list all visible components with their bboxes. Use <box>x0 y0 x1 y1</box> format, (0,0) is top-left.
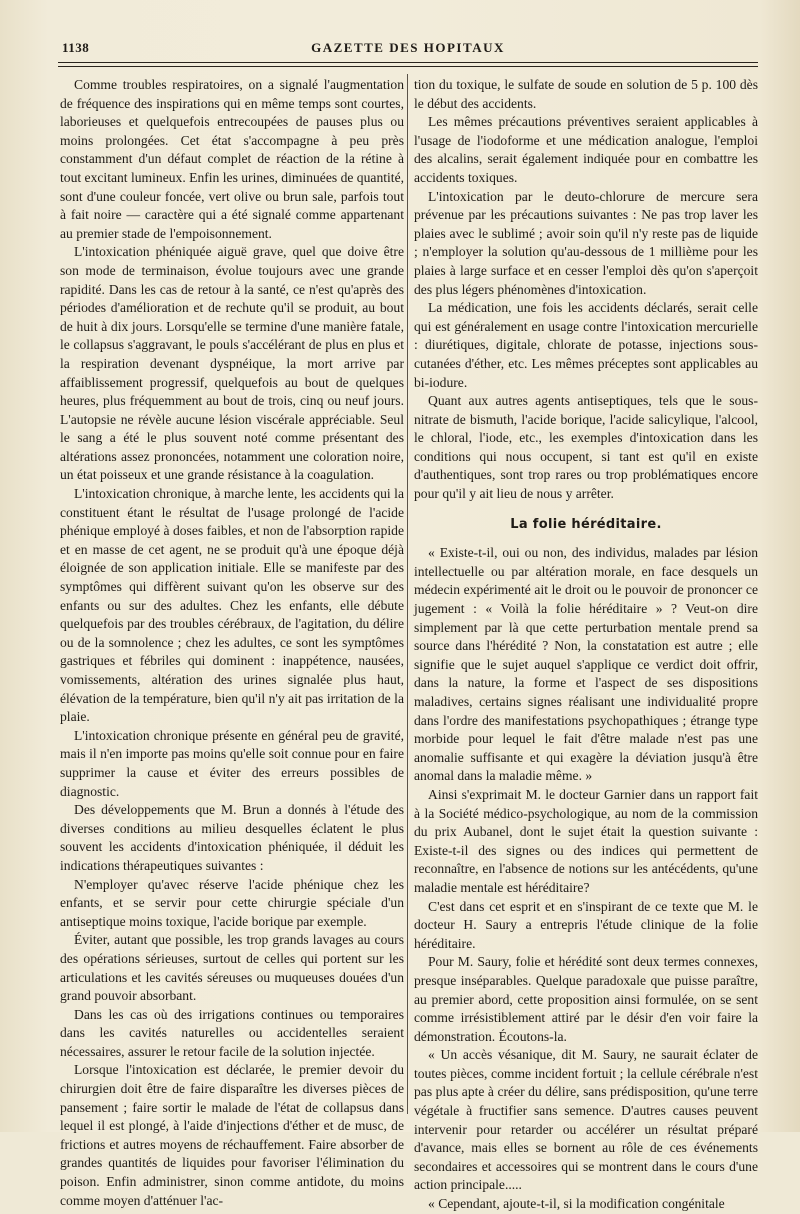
left-column <box>60 76 404 1210</box>
paragraph: Quant aux autres agents antiseptiques, tels que le sous-nitrate de bismuth, l'acide borique, l'acide salicylique, l'alcool, le chloral, l'iode, etc., les exemples d'intoxication dans les conditions qui nous occupent, si tant est qu'il en existe d'authentiques, sont trop rares ou trop problématiques encore pour qu'il y ait lieu de nous y arrêter. <box>414 393 758 502</box>
paragraph: Lorsque l'intoxication est déclarée, le premier devoir du chirurgien doit être de faire disparaître les diverses pièces de pansement ; faire sortir le malade de l'état de collapsus dans lequel il est plongé, à l'aide d'injections d'éther et de musc, de frictions et autres moyens de réchauffement. Faire absorber de grandes quantités de liquides pour favoriser l'élimination du poison. Enfin administrer, sinon comme antidote, du moins comme moyen d'atténuer l'ac- <box>60 1062 404 1208</box>
column-divider <box>407 74 408 1114</box>
paragraph: Comme troubles respiratoires, on a signalé l'augmentation de fréquence des inspirations qui en même temps sont courtes, laborieuses et quelquefois entrecoupées de pauses plus ou moins prolongées. Cet état s'accompagne à peu près constamment d'un défaut complet de réaction de la rétine à tout excitant lumineux. Enfin les urines, diminuées de quantité, sont d'une couleur foncée, vert olive ou brun sale, parfois tout à fait noire — caractère qui a été signalé comme appartenant au premier stade de l'empoisonnement. <box>60 77 404 241</box>
paragraph: Les mêmes précautions préventives seraient applicables à l'usage de l'iodoforme et une médication analogue, l'emploi des alcalins, serait également indiquée pour en combattre les accidents toxiques. <box>414 114 758 185</box>
paragraph: Des développements que M. Brun a donnés à l'étude des diverses conditions au milieu desquelles éclatent le plus souvent les accidents d'intoxication phéniquée, il déduit les indications thérapeutiques suivantes : <box>60 802 404 873</box>
running-title: GAZETTE DES HOPITAUX <box>311 40 505 55</box>
header-rule-top <box>58 62 758 63</box>
section-title: La folie héréditaire. <box>510 516 662 532</box>
paragraph: N'employer qu'avec réserve l'acide phénique chez les enfants, et se servir pour cette chirurgie spéciale d'un antiseptique moins toxique, l'acide borique par exemple. <box>60 876 404 929</box>
paragraph: Ainsi s'exprimait M. le docteur Garnier dans un rapport fait à la Société médico-psychologique, au nom de la commission du prix Aubanel, dont le sujet était la question suivante : Existe-t-il des signes ou des indices qui permettent de reconnaître, en l'absence de notions sur les antécédents, qu'une maladie mentale est héréditaire? <box>414 786 758 895</box>
paragraph: La médication, une fois les accidents déclarés, serait celle qui est généralement en usage contre l'intoxication mercurielle : diurétiques, digitale, chlorate de potasse, injections sous-cutanées d'éther, etc. Les mêmes préceptes sont applicables au bi-iodure. <box>414 300 758 390</box>
paragraph: L'intoxication chronique, à marche lente, les accidents qui la constituent étant le résultat de l'usage prolongé de l'acide phénique employé à doses faibles, et non de l'absorption rapide et en masse de cet agent, ne se produit qu'à une époque déjà éloignée de son application initiale. Elle se manifeste par des symptômes qui diffèrent suivant qu'on les observe sur des enfants ou sur des adultes. Chez les enfants, elle débute quelquefois par des troubles cérébraux, de l'agitation, du délire ou de la somnolence ; chez les adultes, ce sont les symptômes gastriques et fébriles qui dominent : inappétence, nausées, vomissements, altération des urines signalée plus haut, élévation de la température, bien qu'il n'y ait pas irritation de la plaie. <box>60 486 404 725</box>
paragraph: « Un accès vésanique, dit M. Saury, ne saurait éclater de toutes pièces, comme incident fortuit ; la cellule cérébrale n'est pas plus apte à créer du délire, sans prédisposition, qu'une terre végétale à fructifier sans semence. D'autres causes peuvent intervenir pour retarder ou accélérer un résultat préparé d'avance, mais elles se bornent au rôle de ces événements secondaires et accessoires qui se montrent dans le cours d'une action principale..... <box>414 1047 758 1193</box>
page-number: 1138 <box>62 40 90 55</box>
paragraph: tion du toxique, le sulfate de soude en solution de 5 p. 100 dès le début des accidents. <box>414 77 758 111</box>
header-rule-bottom <box>58 66 758 67</box>
paragraph: Pour M. Saury, folie et hérédité sont deux termes connexes, presque inséparables. Quelque paradoxale que puisse paraître, au premier abord, cette proposition ainsi formulée, on se sent comme irrésistiblement attiré par le désir d'en voir faire la démonstration. Écoutons-la. <box>414 954 758 1044</box>
paragraph: « Cependant, ajoute-t-il, si la modification congénitale <box>428 1196 725 1212</box>
page-header <box>58 38 758 60</box>
paragraph: L'intoxication chronique présente en général peu de gravité, mais il n'en importe pas moins qu'elle soit connue pour en faire supprimer la cause et éviter des erreurs possibles de diagnostic. <box>60 727 404 799</box>
paragraph: Éviter, autant que possible, les trop grands lavages au cours des opérations sérieuses, surtout de celles qui portent sur les articulations et les cavités séreuses ou muqueuses douées d'un grand pouvoir absorbant. <box>60 932 404 1004</box>
paragraph: « Existe-t-il, oui ou non, des individus, malades par lésion intellectuelle ou par altération morale, en face desquels un médecin expérimenté ait le droit ou le pouvoir de prononcer ce jugement : « Voilà la folie héréditaire » ? Veut-on dire simplement par là que cette perturbation mentale prend sa source dans l'hérédité ? Non, la constatation est autre ; elle signifie que le sujet auquel s'applique ce verdict doit offrir, dans la nature, la forme et l'aspect de ses dispositions maladives, certains signes réalisant une individualité propre dans l'ordre des manifestations psychopathiques ; étrange type morbide pour lequel le fait d'être malade n'est pas une anomalie suffisante et qui exagère la déviation jusqu'à être anomal dans la maladie même. » <box>414 545 758 784</box>
right-column <box>414 76 758 1214</box>
paragraph: L'intoxication phéniquée aiguë grave, quel que doive être son mode de terminaison, évolue toujours avec une grande rapidité. Dans les cas de retour à la santé, ce n'est qu'après des périodes d'amélioration et de rechute qu'il se produit, au bout de huit à dix jours. Lorsqu'elle se termine d'une manière fatale, le collapsus s'aggravant, le pouls s'accélérant de plus en plus et la respiration devenant dyspnéique, la mort arrive par affaiblissement progressif, quelquefois au bout de quelques heures, plus fréquemment au bout de trois, cinq ou neuf jours. L'autopsie ne révèle aucune lésion viscérale appréciable. Seul le sang a été le plus souvent noté comme présentant des altérations assez prononcées, notamment une coloration noire, un état poisseux et une grande résistance à la coagulation. <box>60 244 404 483</box>
paragraph: L'intoxication par le deuto-chlorure de mercure sera prévenue par les précautions suivantes : Ne pas trop laver les plaies avec le sublimé ; avoir soin qu'il n'y reste pas de liquide ; n'employer la solution qu'au-dessous de 1 millième pour les plaies à large surface et en cesser l'emploi dès qu'on s'aperçoit des plus légers phénomènes d'intoxication. <box>414 188 758 297</box>
paragraph: C'est dans cet esprit et en s'inspirant de ce texte que M. le docteur H. Saury a entrepris l'étude clinique de la folie héréditaire. <box>414 898 758 951</box>
paragraph: Dans les cas où des irrigations continues ou temporaires dans les cavités naturelles ou accidentelles seraient nécessaires, assurer le retour facile de la solution injectée. <box>60 1006 404 1059</box>
